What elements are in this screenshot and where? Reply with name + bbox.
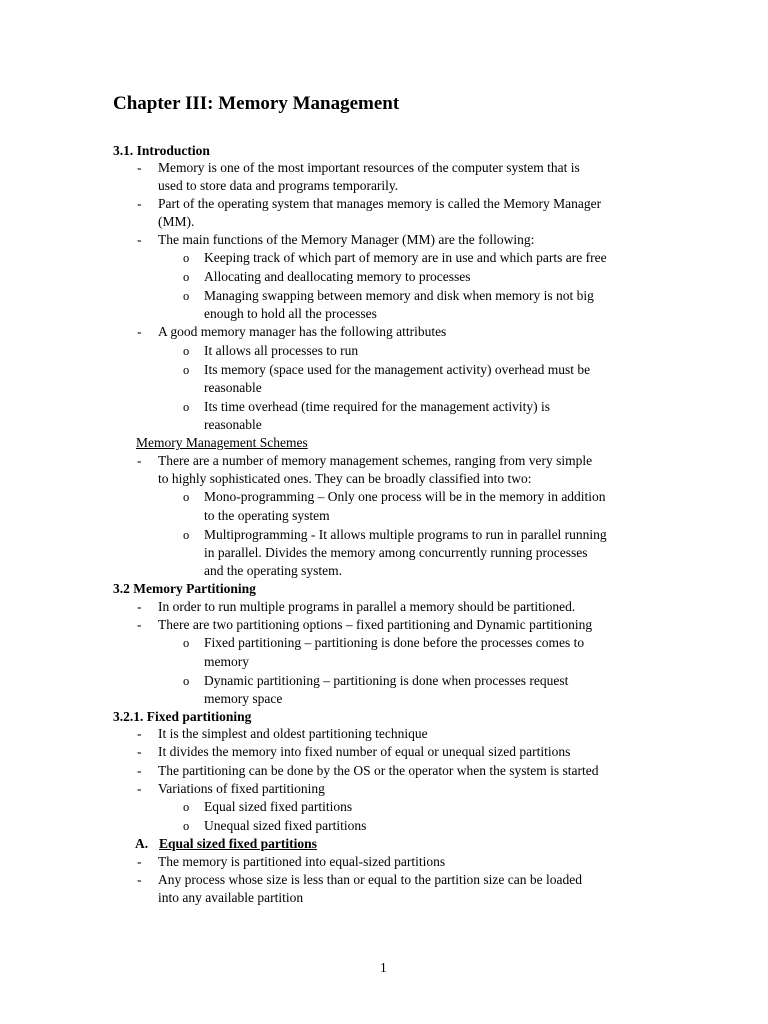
text-line: Allocating and deallocating memory to processes xyxy=(204,269,471,284)
text-line: Fixed partitioning – partitioning is done before the processes comes to xyxy=(204,635,585,650)
dash-marker: - xyxy=(137,160,142,175)
bullet-marker: o xyxy=(183,636,190,650)
text-line: in parallel. Divides the memory among concurrently running processes xyxy=(204,545,588,560)
subheading-memory-management-schemes: Memory Management Schemes xyxy=(136,435,308,450)
text-line: reasonable xyxy=(204,417,262,432)
dash-marker: - xyxy=(137,781,142,796)
dash-marker: - xyxy=(137,854,142,869)
text-line: Any process whose size is less than or equal to the partition size can be loaded xyxy=(158,872,583,887)
text-line: to highly sophisticated ones. They can be broadly classified into two: xyxy=(158,471,532,486)
bullet-marker: o xyxy=(183,270,190,284)
bullet-marker: o xyxy=(183,251,190,265)
list-marker-a: A. xyxy=(135,836,149,851)
dash-marker: - xyxy=(137,763,142,778)
dash-marker: - xyxy=(137,617,142,632)
bullet-marker: o xyxy=(183,674,190,688)
bullet-marker: o xyxy=(183,289,190,303)
text-line: Its time overhead (time required for the management activity) is xyxy=(204,399,550,414)
chapter-title: Chapter III: Memory Management xyxy=(113,93,400,114)
bullet-marker: o xyxy=(183,490,190,504)
text-line: reasonable xyxy=(204,380,262,395)
bullet-marker: o xyxy=(183,819,190,833)
section-heading-introduction: 3.1. Introduction xyxy=(113,143,210,158)
text-line: In order to run multiple programs in parallel a memory should be partitioned. xyxy=(158,599,576,614)
text-line: It divides the memory into fixed number of equal or unequal sized partitions xyxy=(158,744,571,759)
dash-marker: - xyxy=(137,744,142,759)
dash-marker: - xyxy=(137,232,142,247)
text-line: There are a number of memory management schemes, ranging from very simple xyxy=(158,453,593,468)
text-line: Its memory (space used for the management activity) overhead must be xyxy=(204,362,591,377)
text-line: Part of the operating system that manages memory is called the Memory Manager xyxy=(158,196,602,211)
text-line: There are two partitioning options – fixed partitioning and Dynamic partitioning xyxy=(158,617,593,632)
dash-marker: - xyxy=(137,872,142,887)
text-line: Equal sized fixed partitions xyxy=(204,799,353,814)
text-line: Variations of fixed partitioning xyxy=(158,781,325,796)
bullet-marker: o xyxy=(183,800,190,814)
text-line: memory space xyxy=(204,691,283,706)
text-line: It allows all processes to run xyxy=(204,343,359,358)
text-line: to the operating system xyxy=(204,508,330,523)
dash-marker: - xyxy=(137,726,142,741)
text-line: enough to hold all the processes xyxy=(204,306,377,321)
dash-marker: - xyxy=(137,453,142,468)
text-line: Managing swapping between memory and disk when memory is not big xyxy=(204,288,594,303)
section-heading-memory-partitioning: 3.2 Memory Partitioning xyxy=(113,581,256,596)
text-line: Multiprogramming - It allows multiple programs to run in parallel running xyxy=(204,527,607,542)
text-line: into any available partition xyxy=(158,890,304,905)
text-line: A good memory manager has the following attributes xyxy=(158,324,447,339)
section-heading-fixed-partitioning: 3.2.1. Fixed partitioning xyxy=(113,709,252,724)
subheading-equal-sized-fixed-partitions: Equal sized fixed partitions xyxy=(159,836,317,851)
bullet-marker: o xyxy=(183,344,190,358)
text-line: The memory is partitioned into equal-sized partitions xyxy=(158,854,446,869)
dash-marker: - xyxy=(137,324,142,339)
text-line: Mono-programming – Only one process will be in the memory in addition xyxy=(204,489,606,504)
text-line: used to store data and programs temporarily. xyxy=(158,178,399,193)
text-line: (MM). xyxy=(158,214,195,229)
page-number: 1 xyxy=(380,960,387,975)
dash-marker: - xyxy=(137,599,142,614)
text-line: Keeping track of which part of memory are in use and which parts are free xyxy=(204,250,607,265)
text-line: It is the simplest and oldest partitioning technique xyxy=(158,726,428,741)
bullet-marker: o xyxy=(183,528,190,542)
text-line: memory xyxy=(204,654,249,669)
text-line: and the operating system. xyxy=(204,563,342,578)
bullet-marker: o xyxy=(183,400,190,414)
bullet-marker: o xyxy=(183,363,190,377)
text-line: Memory is one of the most important resources of the computer system that is xyxy=(158,160,580,175)
dash-marker: - xyxy=(137,196,142,211)
text-line: Unequal sized fixed partitions xyxy=(204,818,367,833)
text-line: The main functions of the Memory Manager (MM) are the following: xyxy=(158,232,535,247)
text-line: The partitioning can be done by the OS or the operator when the system is started xyxy=(158,763,599,778)
text-line: Dynamic partitioning – partitioning is done when processes request xyxy=(204,673,569,688)
